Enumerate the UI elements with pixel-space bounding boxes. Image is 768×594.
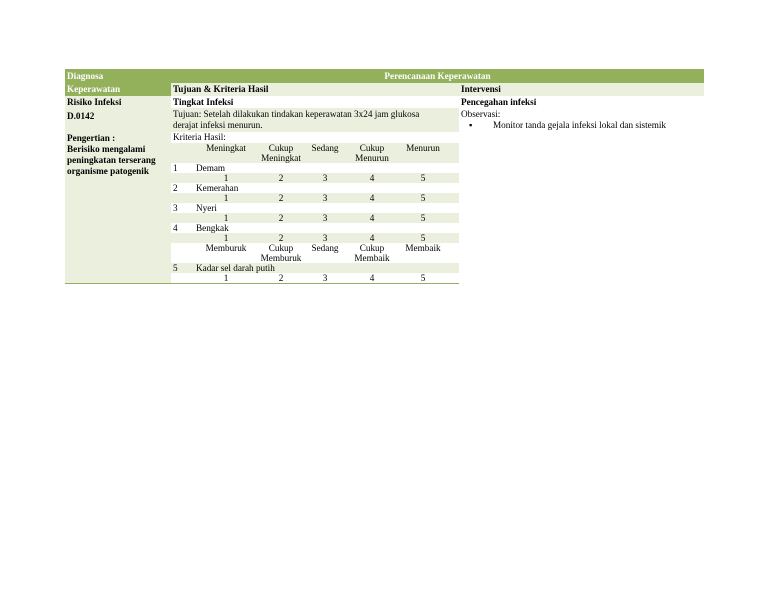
- diagnosis-cell: [65, 96, 171, 284]
- criteria-label: Kemerahan: [196, 183, 239, 193]
- scale-value: 5: [420, 193, 426, 203]
- criteria-row: [171, 163, 459, 173]
- scale-value: 5: [420, 173, 426, 183]
- scale-value: 2: [278, 173, 284, 183]
- criteria-row: [171, 203, 459, 213]
- scale-value: 5: [420, 273, 426, 283]
- scale-values-row: [171, 273, 459, 283]
- scale-value: 2: [278, 213, 284, 223]
- scale-header: Meningkat: [206, 143, 246, 153]
- criteria-number: 5: [173, 263, 178, 273]
- scale-header: Cukup Menurun: [355, 143, 389, 163]
- observasi-label: Observasi:: [461, 109, 501, 119]
- tujuan-cell: [171, 96, 459, 143]
- intervensi-cell: [459, 96, 704, 284]
- diagnosis-name: Risiko Infeksi: [67, 97, 122, 107]
- header-diagnosa-line2: Keperawatan: [67, 84, 121, 94]
- criteria-label: Kadar sel darah putih: [196, 263, 275, 273]
- pengertian-label: Pengertian :: [67, 133, 116, 143]
- scale-value: 4: [369, 173, 375, 183]
- header-perencanaan: Perencanaan Keperawatan: [171, 69, 704, 83]
- scale-values-row: [171, 173, 459, 183]
- scale-header: Cukup Meningkat: [261, 143, 301, 163]
- bullet-icon: ▪: [469, 120, 473, 130]
- scale-values-row: [171, 233, 459, 243]
- scale-header-row-2: [171, 243, 459, 263]
- scale-value: 1: [223, 233, 229, 243]
- scale-value: 1: [223, 213, 229, 223]
- header-diagnosa-line1: Diagnosa: [67, 71, 104, 81]
- scale-value: 2: [278, 193, 284, 203]
- scale-value: 2: [278, 273, 284, 283]
- header-intervensi: Intervensi: [459, 83, 704, 96]
- intervensi-title: Pencegahan infeksi: [461, 97, 537, 107]
- criteria-row: [171, 223, 459, 233]
- pengertian-text: Berisiko mengalami peningkatan terserang organisme patogenik: [67, 144, 156, 176]
- scale-value: 2: [278, 233, 284, 243]
- scale-header: Membaik: [405, 243, 441, 253]
- intervensi-list-item: [459, 120, 704, 131]
- scale-value: 4: [369, 213, 375, 223]
- scale-value: 3: [322, 273, 328, 283]
- scale-value: 3: [322, 213, 328, 223]
- header-diagnosa-keperawatan: [65, 69, 171, 96]
- criteria-label: Nyeri: [196, 203, 217, 213]
- criteria-label: Demam: [196, 163, 226, 173]
- criteria-row: [171, 183, 459, 193]
- scale-header: Cukup Memburuk: [260, 243, 302, 263]
- scale-value: 1: [223, 173, 229, 183]
- diagnosis-code: D.0142: [67, 111, 95, 121]
- criteria-number: 1: [173, 163, 178, 173]
- scale-value: 1: [223, 193, 229, 203]
- scale-header: Sedang: [311, 243, 339, 253]
- criteria-number: 3: [173, 203, 178, 213]
- scale-value: 3: [322, 233, 328, 243]
- scale-value: 3: [322, 193, 328, 203]
- criteria-number: 2: [173, 183, 178, 193]
- scale-header: Memburuk: [205, 243, 247, 253]
- scale-value: 3: [322, 173, 328, 183]
- scale-header: Menurun: [406, 143, 440, 153]
- scale-header: Sedang: [311, 143, 339, 153]
- luaran-title: Tingkat Infeksi: [173, 97, 234, 107]
- kriteria-hasil-label: Kriteria Hasil:: [173, 132, 226, 142]
- scale-value: 4: [369, 193, 375, 203]
- scale-value: 5: [420, 213, 426, 223]
- criteria-number: 4: [173, 223, 178, 233]
- intervensi-item-text: Monitor tanda gejala infeksi lokal dan sistemik: [493, 120, 666, 130]
- scale-value: 4: [369, 233, 375, 243]
- scale-value: 4: [369, 273, 375, 283]
- care-plan-sheet: [65, 69, 704, 284]
- scale-header-row-1: [171, 143, 459, 163]
- kriteria-hasil-cell: [171, 143, 459, 284]
- tujuan-text: Tujuan: Setelah dilakukan tindakan keperawatan 3x24 jam glukosa derajat infeksi menurun.: [171, 108, 459, 132]
- scale-value: 1: [223, 273, 229, 283]
- scale-value: 5: [420, 233, 426, 243]
- header-tujuan-kriteria: Tujuan & Kriteria Hasil: [171, 83, 459, 96]
- criteria-row: [171, 263, 459, 273]
- scale-values-row: [171, 193, 459, 203]
- criteria-label: Bengkak: [196, 223, 229, 233]
- scale-header: Cukup Membaik: [354, 243, 390, 263]
- scale-values-row: [171, 213, 459, 223]
- care-plan-table: [65, 69, 704, 284]
- kriteria-hasil-table: [171, 143, 459, 283]
